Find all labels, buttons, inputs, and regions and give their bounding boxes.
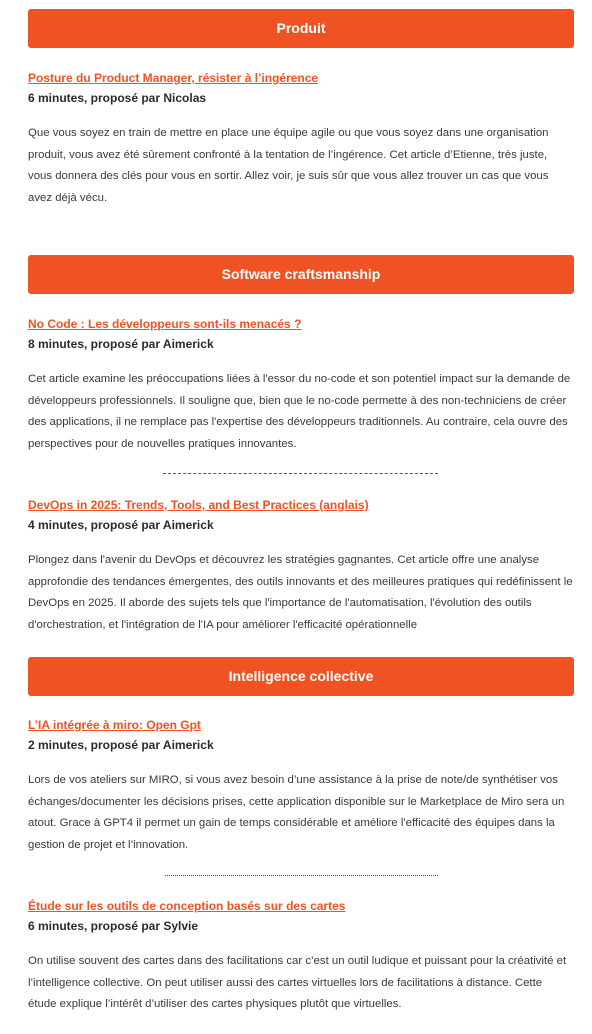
article-link-etude-cartes[interactable]: Étude sur les outils de conception basés sur des cartes [28,899,346,913]
article-link-posture-product-manager[interactable]: Posture du Product Manager, résister à l’ingérence [28,71,319,85]
article-meta: 2 minutes, proposé par Aimerick [28,738,214,752]
article-meta: 6 minutes, proposé par Sylvie [28,919,199,933]
article-description: Lors de vos ateliers sur MIRO, si vous avez besoin d’une assistance à la prise de note/de synthétiser vos échanges/documenter les décisions prises, cette application disponible sur le Marketplace de Miro sera un atout. Grace à GPT4 il permet un gain de temps considérable et améliore l'efficacité des équipes dans la gestion de projet et l’innovation. [28,774,565,851]
article-meta: 6 minutes, proposé par Nicolas [28,91,207,105]
article-link-devops-2025[interactable]: DevOps in 2025: Trends, Tools, and Best Practices (anglais) [28,498,369,512]
section-header-produit: Produit [28,9,574,48]
section-header-intelligence-collective: Intelligence collective [28,657,574,696]
article-description: On utilise souvent des cartes dans des facilitations car c’est un outil ludique et puissant pour la créativité et l’intelligence collective. On peut utiliser aussi des cartes virtuelles lors de facilitations à distance. Cette étude explique l’intérêt d’utiliser des cartes physiques plutôt que virtuelles. [28,955,567,1010]
article-separator [163,473,438,474]
article-separator [165,875,438,876]
section-header-software-craftsmanship: Software craftsmanship [28,255,574,294]
article-description: Que vous soyez en train de mettre en place une équipe agile ou que vous soyez dans une organisation produit, vous avez été sûrement confronté à la tentation de l’ingérence. Cet article d’Etienne, très juste, vous donnera des clés pour vous en sortir. Allez voir, je suis sûr que vous allez trouver un cas que vous avez déjà vécu. [28,127,549,204]
article-meta: 8 minutes, proposé par Aimerick [28,337,214,351]
article-description: Cet article examine les préoccupations liées à l'essor du no-code et son potentiel impact sur la demande de développeurs professionnels. Il souligne que, bien que le no-code permette à des non-techniciens de créer des applications, il ne remplace pas l'expertise des développeurs traditionnels. Au contraire, cela ouvre des perspectives pour de nouvelles pratiques innovantes. [28,373,571,450]
article-meta: 4 minutes, proposé par Aimerick [28,518,214,532]
article-link-ia-miro[interactable]: L’IA intégrée à miro: Open Gpt [28,718,201,732]
article-description: Plongez dans l'avenir du DevOps et découvrez les stratégies gagnantes. Cet article offre une analyse approfondie des tendances émergentes, des outils innovants et des meilleures pratiques qui redéfinissent le DevOps en 2025. Il aborde des sujets tels que l'importance de l'automatisation, l'évolution des outils d'orchestration, et l'intégration de l'IA pour améliorer l'efficacité opérationnelle [28,554,573,631]
article-link-no-code[interactable]: No Code : Les développeurs sont-ils menacés ? [28,317,302,331]
